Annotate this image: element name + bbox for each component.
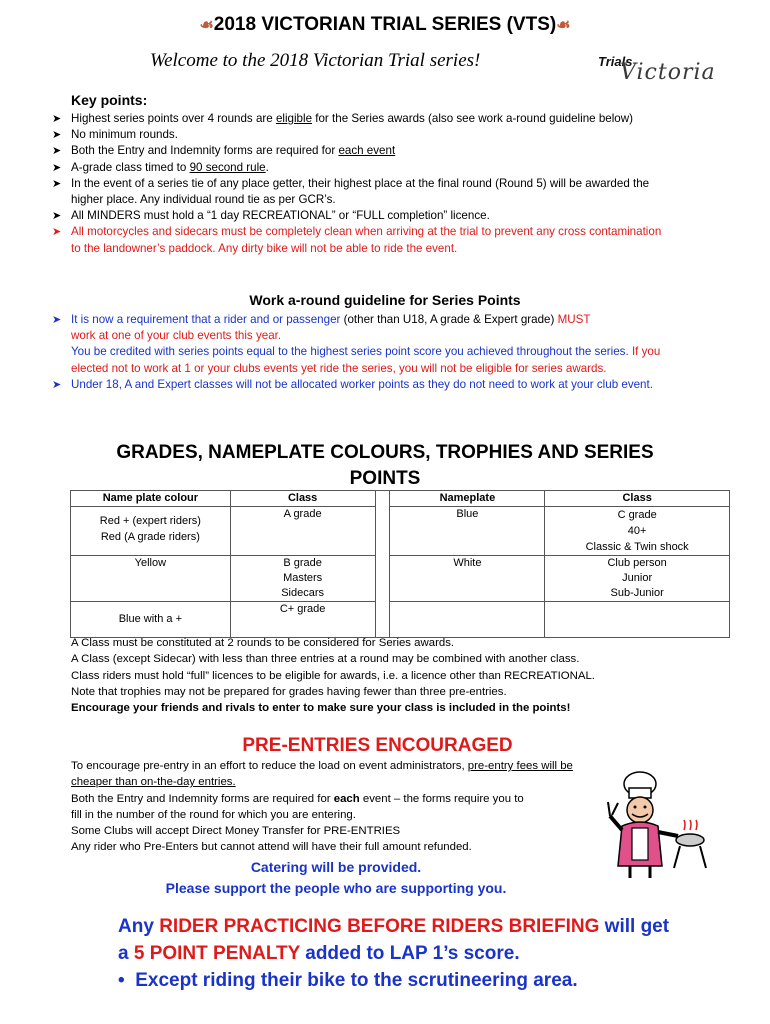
table-cell [390, 602, 545, 638]
table-cell [545, 602, 730, 638]
welcome-line: Welcome to the 2018 Victorian Trial series! [150, 50, 481, 71]
table-cell: C grade 40+ Classic & Twin shock [545, 507, 730, 556]
list-item: ➤ In the event of a series tie of any place getter, their highest place at the final round (Round 5) will be awarded the higher place. Any individual round tie as per GCR’s. [52, 176, 650, 207]
list-item: You be credited with series points equal to the highest series point score you achieved throughout the series. If you elected not to work at 1 or your clubs events yet ride the series, you will not be eligible for series awards. [71, 345, 661, 375]
table-cell: C+ grade [230, 602, 375, 638]
column-header: Class [230, 491, 375, 507]
list-item: ➤ A-grade class timed to 90 second rule. [71, 160, 671, 176]
table-cell: White [390, 556, 545, 602]
arrow-bullet-icon: ➤ [52, 129, 62, 142]
arrow-bullet-icon: ➤ [52, 378, 62, 391]
list-item: ➤ Both the Entry and Indemnity forms are required for each event [71, 143, 671, 159]
key-points-list [52, 111, 671, 257]
list-item: ➤ All motorcycles and sidecars must be completely clean when arriving at the trial to prevent any cross contamination to the landowner’s paddock. Any dirty bike will not be able to ride the event. [52, 225, 662, 255]
list-item: ➤ All MINDERS must hold a “1 day RECREATIONAL” or “FULL completion” licence. [71, 208, 671, 224]
logo-text-trials: Trials [598, 54, 633, 69]
list-item: ➤ Under 18, A and Expert classes will not be allocated worker points as they do not need to work at your club event. [71, 377, 671, 393]
arrow-bullet-icon: ➤ [52, 210, 62, 223]
table-cell: Club person Junior Sub-Junior [545, 556, 730, 602]
list-item: ➤ It is now a requirement that a rider and or passenger (other than U18, A grade & Expert grade) MUST work at one of your club events this year. [52, 313, 591, 343]
column-header: Name plate colour [71, 491, 231, 507]
table-cell: Blue [390, 507, 545, 556]
table-row [71, 507, 730, 556]
arrow-bullet-icon: ➤ [52, 314, 62, 326]
arrow-bullet-icon: ➤ [52, 177, 62, 190]
catering-text: Catering will be provided. Please support the people who are supporting you. [165, 859, 507, 896]
pre-entries-body: To encourage pre-entry in an effort to reduce the load on event administrators, pre-entry fees will be cheaper than on-the-day entries. Both the Entry and Indemnity forms are required for each event – the forms require you to fill in the number of the round for which you are entering. Some Clubs will accept Direct Money Transfer for PRE-ENTRIES Any rider who Pre-Enters but cannot attend will have their full amount refunded. [71, 760, 573, 854]
key-points-heading: Key points: [71, 92, 148, 108]
penalty-notice: Any RIDER PRACTICING BEFORE RIDERS BRIEFING will get a 5 POINT PENALTY added to LAP 1’s score. • Except riding their bike to the scrutineering area. [118, 916, 670, 991]
list-item: ➤ No minimum rounds. [71, 127, 671, 143]
page-title-row [0, 14, 770, 36]
grades-table [70, 490, 730, 638]
list-item: ➤ Highest series points over 4 rounds are eligible for the Series awards (also see work a-round guideline below) [71, 111, 671, 127]
trials-victoria-logo [598, 54, 718, 94]
table-header-row [71, 491, 730, 507]
bullet-icon: • [118, 970, 136, 991]
pre-entries-heading: PRE-ENTRIES ENCOURAGED [242, 735, 513, 756]
table-cell: A grade [230, 507, 375, 556]
arrow-bullet-icon: ➤ [52, 145, 62, 158]
arrow-bullet-icon: ➤ [52, 113, 62, 125]
table-row [71, 556, 730, 602]
table-cell: B grade Masters Sidecars [230, 556, 375, 602]
table-divider [375, 491, 390, 638]
table-cell: Blue with a + [71, 602, 231, 638]
grades-notes: A Class must be constituted at 2 rounds to be considered for Series awards. A Class (except Sidecar) with less than three entries at a round may be combined with another class. Class riders must hold “full” licences to be eligible for awards, i.e. a licence other than RECREATIONAL. Note that trophies may not be prepared for grades having fewer than three pre-entries. Encourage your friends and rivals to enter to make sure your class is included in the points! [71, 637, 595, 715]
table-row [71, 602, 730, 638]
arrow-bullet-icon: ➤ [52, 161, 62, 174]
table-cell: Yellow [71, 556, 231, 602]
work-around-list [52, 312, 671, 393]
hand-ornament-icon: ☙ [199, 17, 214, 34]
logo-text-victoria: Victoria [620, 60, 716, 85]
page-title: 2018 VICTORIAN TRIAL SERIES (VTS) [213, 14, 557, 35]
arrow-bullet-icon: ➤ [52, 226, 62, 239]
chef-clipart [600, 768, 710, 883]
table-cell: Red + (expert riders) Red (A grade riders) [71, 507, 231, 556]
column-header: Nameplate [390, 491, 545, 507]
column-header: Class [545, 491, 730, 507]
hand-ornament-icon: ☙ [556, 17, 571, 34]
work-around-heading: Work a-round guideline for Series Points [249, 292, 521, 308]
grades-heading: GRADES, NAMEPLATE COLOURS, TROPHIES AND SERIES POINTS [116, 442, 654, 489]
